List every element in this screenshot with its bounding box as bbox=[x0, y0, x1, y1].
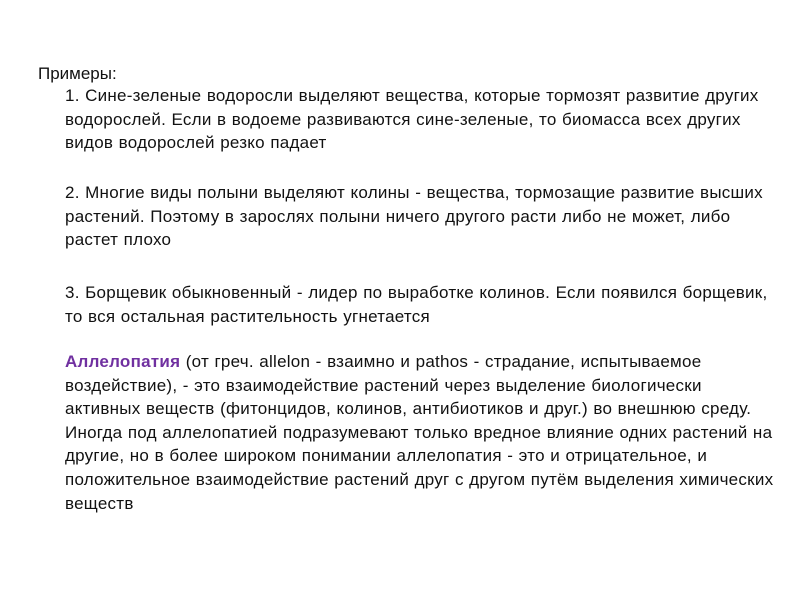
example-2: 2. Многие виды полыни выделяют колины - вещества, тормозащие развитие высших растений. Поэтому в зарослях полыни ничего другого расти либо не может, либо растет плохо bbox=[65, 183, 763, 250]
definition-paragraph bbox=[65, 350, 780, 515]
slide-heading: Примеры: bbox=[38, 64, 117, 83]
definition-term: Аллелопатия bbox=[65, 352, 181, 371]
definition-text: (от греч. allelon - взаимно и pathos - страдание, испытываемое воздействие), - это взаимодействие растений через выделение биологически активных веществ (фитонцидов, колинов, антибиотиков и друг.) во внешнюю среду. Иногда под аллелопатией подразумевают только вредное влияние одних растений на другие, но в более широком понимании аллелопатия - это и отрицательное, и положительное взаимодействие растений друг с другом путём выделения химических веществ bbox=[65, 352, 774, 513]
example-1: 1. Сине-зеленые водоросли выделяют вещества, которые тормозят развитие других водорослей. Если в водоеме развиваются сине-зеленые, то биомасса всех других видов водорослей резко падает bbox=[65, 86, 759, 153]
example-3: 3. Борщевик обыкновенный - лидер по выработке колинов. Если появился борщевик, то вся остальная растительность угнетается bbox=[65, 283, 768, 326]
